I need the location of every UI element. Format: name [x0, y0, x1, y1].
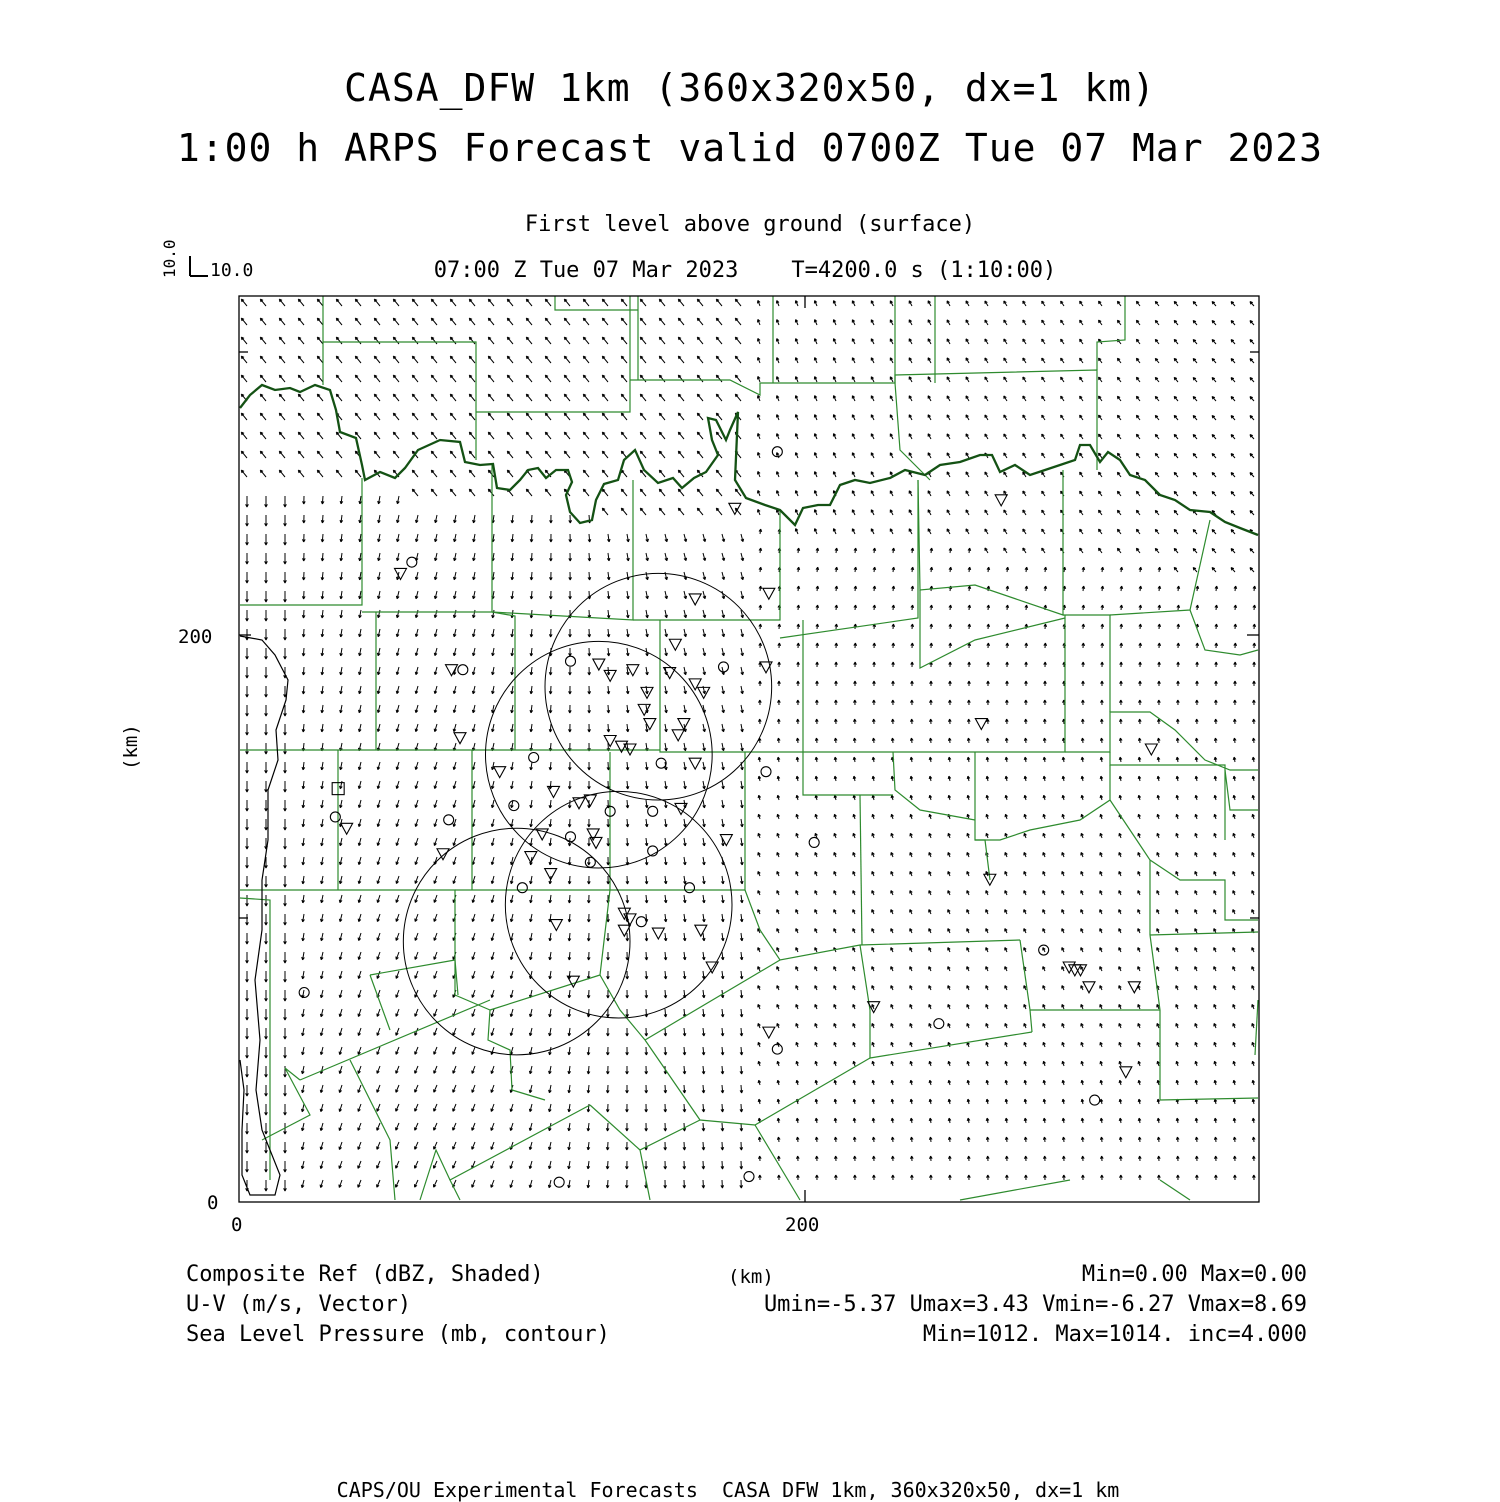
station-triangle [341, 823, 353, 834]
scale-vector-x-label: 10.0 [210, 260, 254, 281]
station-triangle [669, 639, 681, 650]
valid-time-label: 07:00 Z Tue 07 Mar 2023 T=4200.0 s (1:10:00) [433, 258, 1057, 283]
station-circle [566, 656, 576, 666]
observation-stations [299, 447, 1157, 1187]
footer-credit: CAPS/OU Experimental Forecasts CASA DFW 1km, 360x320x50, dx=1 km [336, 1478, 1120, 1502]
station-triangle [763, 588, 775, 599]
station-triangle [573, 798, 585, 809]
station-triangle [1120, 1067, 1132, 1078]
station-triangle [689, 594, 701, 605]
x-tick-0: 0 [231, 1214, 243, 1236]
station-triangle [604, 736, 616, 747]
wind-vectors [241, 299, 1255, 1191]
station-triangle [689, 758, 701, 769]
legend-field1-name: Composite Ref (dBZ, Shaded) [186, 1262, 544, 1287]
station-triangle [706, 962, 718, 973]
legend-field2-name: U-V (m/s, Vector) [186, 1292, 412, 1317]
state-border [240, 385, 1258, 535]
radar-ring [403, 828, 630, 1055]
station-triangle [590, 837, 602, 848]
scale-vector [190, 256, 208, 276]
station-triangle [550, 920, 562, 931]
station-circle [636, 917, 646, 927]
plot-title-line1: CASA_DFW 1km (360x320x50, dx=1 km) [344, 66, 1156, 110]
legend-field1-stats: Min=0.00 Max=0.00 [1081, 1262, 1307, 1287]
radar-range-rings [403, 573, 771, 1054]
station-circle [761, 767, 771, 777]
station-circle [934, 1019, 944, 1029]
legend-field3-name: Sea Level Pressure (mb, contour) [186, 1322, 610, 1347]
station-circle [330, 812, 340, 822]
legend-field3-stats: Min=1012. Max=1014. inc=4.000 [922, 1322, 1307, 1347]
station-circle [566, 832, 576, 842]
station-triangle [672, 730, 684, 741]
station-circle [685, 883, 695, 893]
scale-vector-y-label: 10.0 [160, 239, 179, 278]
radar-ring [485, 641, 712, 868]
x-tick-200: 200 [785, 1214, 820, 1236]
station-circle [809, 837, 819, 847]
radar-ring [545, 573, 772, 800]
station-triangle [593, 659, 605, 670]
wind-vector-field [241, 299, 1255, 1191]
station-circle [648, 806, 658, 816]
station-circle [719, 662, 729, 672]
plot-title-line2: 1:00 h ARPS Forecast valid 0700Z Tue 07 Mar 2023 [176, 126, 1324, 170]
station-triangle [454, 733, 466, 744]
station-circle [444, 815, 454, 825]
station-triangle [652, 928, 664, 939]
station-circle [744, 1172, 754, 1182]
y-tick-200: 200 [178, 626, 213, 648]
station-triangle [494, 767, 506, 778]
station-circle [656, 758, 666, 768]
station-triangle [995, 495, 1007, 506]
station-circle [554, 1177, 564, 1187]
station-triangle [638, 704, 650, 715]
station-triangle [763, 1027, 775, 1038]
station-triangle [604, 670, 616, 681]
station-triangle [1063, 962, 1075, 973]
station-circle [772, 1044, 782, 1054]
plot-frame [239, 296, 1259, 1202]
station-circle [529, 752, 539, 762]
station-triangle [678, 719, 690, 730]
station-triangle [437, 849, 449, 860]
y-tick-0: 0 [207, 1192, 219, 1214]
station-circle [585, 857, 595, 867]
x-axis-unit: (km) [728, 1266, 774, 1288]
station-triangle [1083, 982, 1095, 993]
station-circle [407, 557, 417, 567]
station-circle [517, 883, 527, 893]
station-triangle [975, 719, 987, 730]
station-triangle [695, 925, 707, 936]
station-triangle [1145, 744, 1157, 755]
county-boundaries [240, 296, 1258, 1200]
station-triangle [618, 925, 630, 936]
radar-ring [505, 791, 732, 1018]
station-triangle [548, 786, 560, 797]
station-triangle [644, 719, 656, 730]
station-circle [458, 665, 468, 675]
station-circle [1090, 1095, 1100, 1105]
y-axis-unit: (km) [120, 724, 142, 770]
legend-field2-stats: Umin=-5.37 Umax=3.43 Vmin=-6.27 Vmax=8.69 [763, 1292, 1307, 1317]
level-label: First level above ground (surface) [524, 212, 976, 237]
station-triangle [446, 665, 458, 676]
